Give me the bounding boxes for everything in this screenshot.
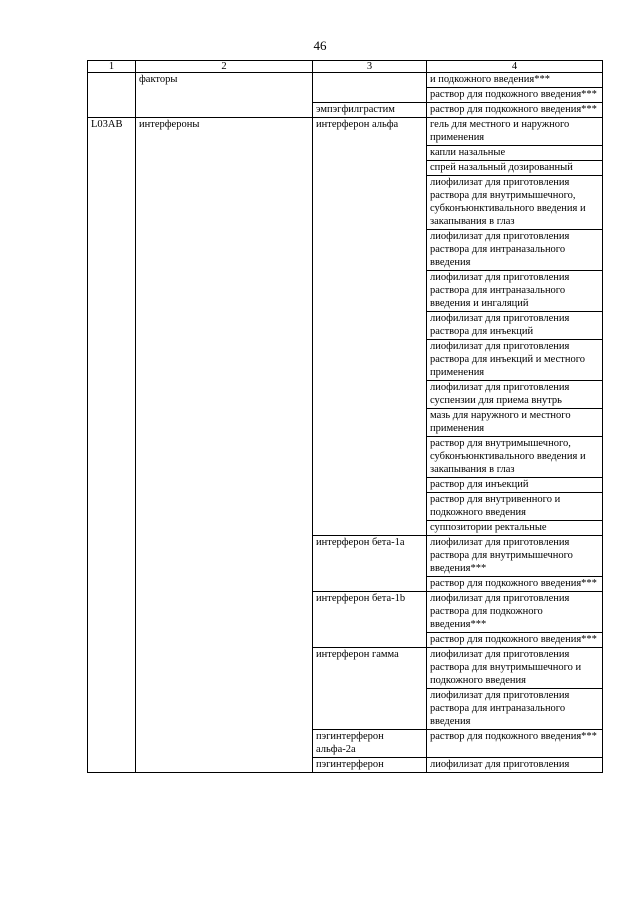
dosage-form-cell: раствор для подкожного введения*** <box>427 103 603 118</box>
group-name-cell: интерфероны <box>136 118 313 773</box>
drug-name-cell: интерферон гамма <box>313 648 427 730</box>
column-header-4: 4 <box>427 61 603 73</box>
dosage-form-cell: лиофилизат для приготовления <box>427 758 603 773</box>
dosage-form-cell: лиофилизат для приготовления раствора для внутримышечного, субконъюнктивального введения и закапывания в глаз <box>427 176 603 230</box>
page-number: 46 <box>313 38 327 53</box>
dosage-form-cell: раствор для внутривенного и подкожного введения <box>427 493 603 521</box>
drug-name-cell: интерферон альфа <box>313 118 427 536</box>
group-name-cell: факторы <box>136 73 313 118</box>
dosage-form-cell: лиофилизат для приготовления суспензии для приема внутрь <box>427 381 603 409</box>
atc-code-cell <box>88 73 136 118</box>
dosage-form-cell: лиофилизат для приготовления раствора для интраназального введения <box>427 230 603 271</box>
dosage-form-cell: суппозитории ректальные <box>427 521 603 536</box>
dosage-form-cell: лиофилизат для приготовления раствора для интраназального введения и ингаляций <box>427 271 603 312</box>
dosage-form-cell: гель для местного и наружного применения <box>427 118 603 146</box>
dosage-form-cell: спрей назальный дозированный <box>427 161 603 176</box>
dosage-form-cell: лиофилизат для приготовления раствора для инъекций и местного применения <box>427 340 603 381</box>
dosage-form-cell: и подкожного введения*** <box>427 73 603 88</box>
drug-name-cell: пэгинтерферон альфа-2a <box>313 730 427 758</box>
dosage-form-cell: лиофилизат для приготовления раствора для интраназального введения <box>427 689 603 730</box>
column-header-3: 3 <box>313 61 427 73</box>
drug-name-cell <box>313 73 427 103</box>
medication-table <box>87 60 603 773</box>
dosage-form-cell: раствор для подкожного введения*** <box>427 88 603 103</box>
table-row <box>88 73 603 88</box>
dosage-form-cell: лиофилизат для приготовления раствора для внутримышечного и подкожного введения <box>427 648 603 689</box>
dosage-form-cell: раствор для инъекций <box>427 478 603 493</box>
dosage-form-cell: лиофилизат для приготовления раствора для инъекций <box>427 312 603 340</box>
table-row <box>88 118 603 146</box>
drug-name-cell: интерферон бета-1b <box>313 592 427 648</box>
drug-name-cell: пэгинтерферон <box>313 758 427 773</box>
table-header-row <box>88 61 603 73</box>
dosage-form-cell: лиофилизат для приготовления раствора для подкожного введения*** <box>427 592 603 633</box>
drug-name-cell: интерферон бета-1a <box>313 536 427 592</box>
dosage-form-cell: лиофилизат для приготовления раствора для внутримышечного введения*** <box>427 536 603 577</box>
dosage-form-cell: мазь для наружного и местного применения <box>427 409 603 437</box>
dosage-form-cell: капли назальные <box>427 146 603 161</box>
dosage-form-cell: раствор для подкожного введения*** <box>427 730 603 758</box>
dosage-form-cell: раствор для внутримышечного, субконъюнктивального введения и закапывания в глаз <box>427 437 603 478</box>
drug-name-cell: эмпэгфилграстим <box>313 103 427 118</box>
column-header-1: 1 <box>88 61 136 73</box>
dosage-form-cell: раствор для подкожного введения*** <box>427 577 603 592</box>
dosage-form-cell: раствор для подкожного введения*** <box>427 633 603 648</box>
atc-code-cell: L03AB <box>88 118 136 773</box>
column-header-2: 2 <box>136 61 313 73</box>
